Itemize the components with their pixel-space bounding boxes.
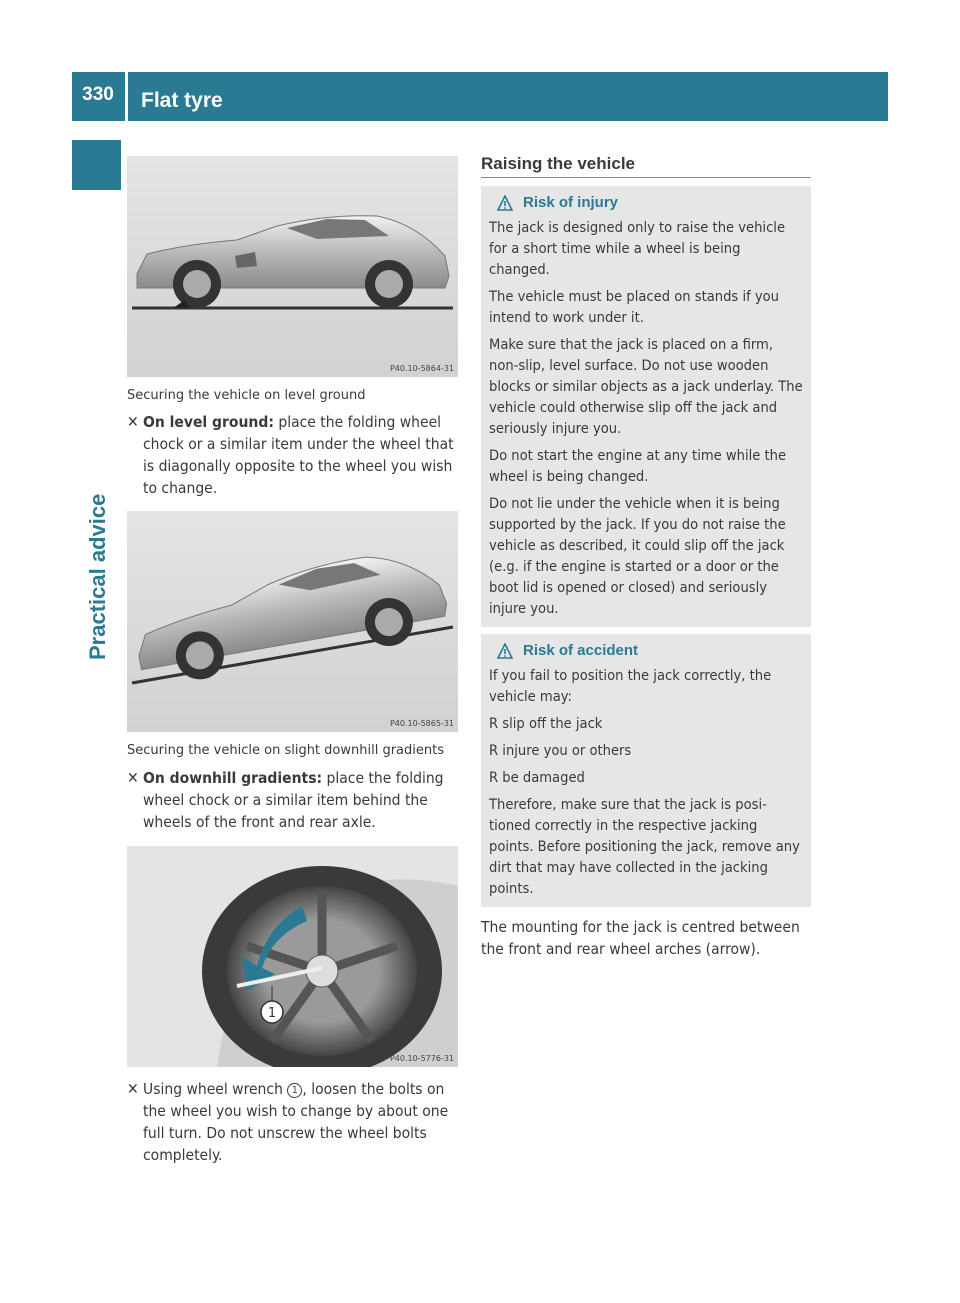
warning-triangle-icon [497,643,513,659]
step-label: On level ground: [143,413,274,431]
step-arrow-icon: ✕ [127,769,139,787]
step-text: place the folding wheel chock or a similar item behind the wheels of the front and rear axle. [143,769,444,831]
figure-code: P40.10-5865-31 [389,719,454,728]
wrench-callout: 1 [267,1006,277,1021]
side-section-label: Practical advice [85,493,110,660]
warning-bullet: R be damaged [489,769,585,786]
section-rule [481,177,811,178]
warning-paragraph: Do not lie under the vehicle when it is being supported by the jack. If you do not raise the vehicle as described, it could slip off the jack (e.g. if the engine is started or a door or the boot lid is opened or closed) and seriously injure you. [489,495,786,617]
step-arrow-icon: ✕ [127,1080,139,1098]
car-downhill-illustration [127,511,458,732]
jack-mounting-text: The mounting for the jack is centred between the front and rear wheel arches (arrow). [481,918,800,958]
figure-level-ground [127,156,458,377]
warning-accident-box [481,634,811,907]
side-tab-block [72,140,121,190]
warning-title: Risk of injury [523,194,619,211]
warning-title: Risk of accident [523,642,639,659]
figure-code: P40.10-5776-31 [389,1054,454,1063]
header-separator [125,72,128,121]
warning-triangle-icon [497,195,513,211]
step-text: , loosen the bolts on the wheel you wish to change by about one full turn. Do not unscrew the wheel bolts completely. [143,1080,449,1164]
figure-downhill [127,511,458,732]
car-level-illustration [127,156,458,377]
warning-bullet: R slip off the jack [489,715,603,732]
warning-bullet: R injure you or others [489,742,632,759]
step-arrow-icon: ✕ [127,413,139,431]
warning-outro: Therefore, make sure that the jack is positioned correctly in the respective jacking points. Before positioning the jack, remove any dirt that may have collected in the jacking points. [489,796,800,897]
figure-wheel-wrench [127,846,458,1067]
warning-injury-box [481,186,811,627]
step-text: Using wheel wrench [143,1080,288,1098]
callout-1-icon: 1 [287,1083,302,1098]
step-loosen-bolts [127,1078,462,1166]
page-number: 330 [82,84,114,105]
wheel-wrench-illustration [127,846,458,1067]
figure-code: P40.10-5864-31 [389,364,454,373]
section-title: Raising the vehicle [481,154,635,173]
warning-paragraph: The jack is designed only to raise the vehicle for a short time while a wheel is being changed. [489,219,786,278]
step-text: place the folding wheel chock or a similar item under the wheel that is diagonally opposite to the wheel you wish to change. [143,413,454,497]
page-title: Flat tyre [141,89,223,112]
figure-caption: Securing the vehicle on level ground [127,388,366,403]
figure-caption: Securing the vehicle on slight downhill gradients [127,743,444,758]
step-downhill [127,767,462,833]
warning-paragraph: Do not start the engine at any time while the wheel is being changed. [489,447,787,485]
warning-paragraph: The vehicle must be placed on stands if you intend to work under it. [489,288,779,326]
warning-paragraph: Make sure that the jack is placed on a firm, non-slip, level surface. Do not use wooden blocks or similar objects as a jack underlay. The vehicle could otherwise slip off the jack and seriously injure you. [489,336,803,437]
step-label: On downhill gradients: [143,769,323,787]
step-level-ground [127,411,462,499]
warning-intro: If you fail to position the jack correctly, the vehicle may: [489,667,772,705]
